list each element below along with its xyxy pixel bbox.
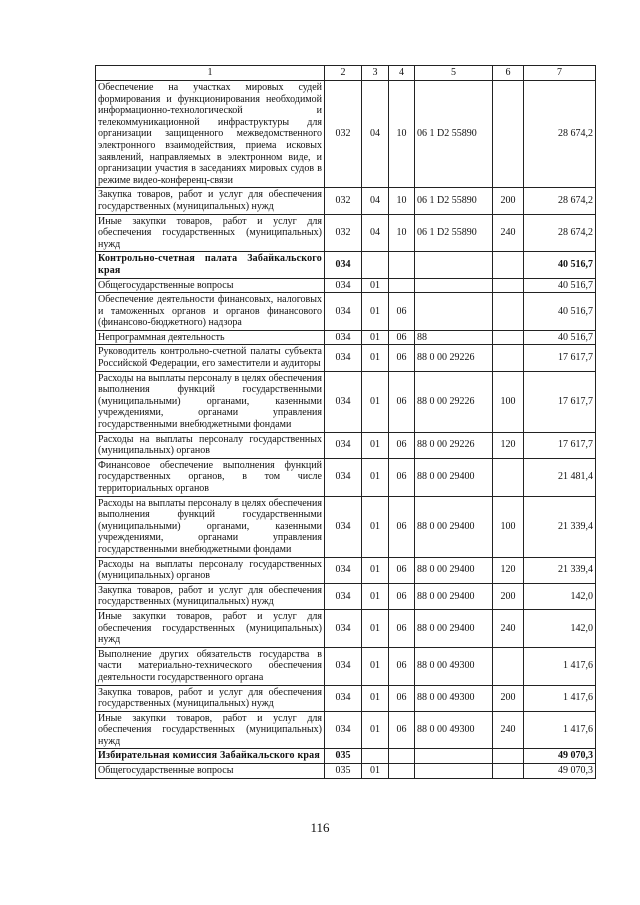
- column-number-4: 4: [389, 66, 415, 81]
- row-sum-cell: 28 674,2: [524, 81, 596, 188]
- row-grbs-cell: 034: [325, 685, 362, 711]
- row-grbs-cell: 035: [325, 764, 362, 779]
- table-row: [96, 330, 596, 345]
- row-name-cell: Расходы на выплаты персоналу в целях обеспечения выполнения функций государственными (муниципальными) органами, казенными учреждениями, органами управления государственными внебюджетными фондами: [96, 371, 325, 432]
- row-expense-type-cell: [493, 458, 524, 496]
- row-section-cell: 01: [362, 458, 389, 496]
- row-name-cell: Расходы на выплаты персоналу в целях обеспечения выполнения функций государственными (муниципальными) органами, казенными учреждениями, органами управления государственными внебюджетными фондами: [96, 496, 325, 557]
- row-grbs-cell: 034: [325, 496, 362, 557]
- row-expense-type-cell: [493, 647, 524, 685]
- row-sum-cell: 40 516,7: [524, 252, 596, 278]
- row-target-article-cell: 06 1 D2 55890: [415, 214, 493, 252]
- row-name-cell: Закупка товаров, работ и услуг для обеспечения государственных (муниципальных) нужд: [96, 583, 325, 609]
- row-subsection-cell: 06: [389, 293, 415, 331]
- row-section-cell: 01: [362, 711, 389, 749]
- row-name-cell: Выполнение других обязательств государства в части материально-технического обеспечения деятельности государственного органа: [96, 647, 325, 685]
- table-row: [96, 647, 596, 685]
- row-subsection-cell: 06: [389, 557, 415, 583]
- row-sum-cell: 49 070,3: [524, 764, 596, 779]
- row-grbs-cell: 034: [325, 345, 362, 371]
- row-section-cell: 04: [362, 81, 389, 188]
- row-target-article-cell: 88 0 00 49300: [415, 685, 493, 711]
- column-number-1: 1: [96, 66, 325, 81]
- table-row: [96, 293, 596, 331]
- row-subsection-cell: 10: [389, 81, 415, 188]
- row-name-cell: Контрольно-счетная палата Забайкальского края: [96, 252, 325, 278]
- column-number-7: 7: [524, 66, 596, 81]
- column-number-2: 2: [325, 66, 362, 81]
- row-sum-cell: 21 339,4: [524, 557, 596, 583]
- row-grbs-cell: 034: [325, 458, 362, 496]
- row-subsection-cell: [389, 764, 415, 779]
- row-expense-type-cell: 100: [493, 371, 524, 432]
- row-grbs-cell: 034: [325, 432, 362, 458]
- row-target-article-cell: 88 0 00 29226: [415, 345, 493, 371]
- row-subsection-cell: 10: [389, 188, 415, 214]
- row-expense-type-cell: 120: [493, 557, 524, 583]
- row-grbs-cell: 035: [325, 749, 362, 764]
- table-row: [96, 345, 596, 371]
- row-expense-type-cell: [493, 749, 524, 764]
- row-sum-cell: 21 481,4: [524, 458, 596, 496]
- table-row: [96, 458, 596, 496]
- row-expense-type-cell: [493, 252, 524, 278]
- row-sum-cell: 1 417,6: [524, 711, 596, 749]
- row-sum-cell: 49 070,3: [524, 749, 596, 764]
- row-sum-cell: 17 617,7: [524, 345, 596, 371]
- row-name-cell: Иные закупки товаров, работ и услуг для обеспечения государственных (муниципальных) нужд: [96, 711, 325, 749]
- row-expense-type-cell: 120: [493, 432, 524, 458]
- row-expense-type-cell: 240: [493, 711, 524, 749]
- table-row: [96, 496, 596, 557]
- row-sum-cell: 1 417,6: [524, 685, 596, 711]
- table-row: [96, 685, 596, 711]
- row-section-cell: 01: [362, 345, 389, 371]
- row-section-cell: 01: [362, 685, 389, 711]
- row-sum-cell: 17 617,7: [524, 371, 596, 432]
- row-target-article-cell: 88 0 00 29400: [415, 458, 493, 496]
- row-grbs-cell: 034: [325, 371, 362, 432]
- row-sum-cell: 142,0: [524, 609, 596, 647]
- row-subsection-cell: [389, 278, 415, 293]
- row-sum-cell: 40 516,7: [524, 330, 596, 345]
- row-subsection-cell: 06: [389, 345, 415, 371]
- row-name-cell: Закупка товаров, работ и услуг для обеспечения государственных (муниципальных) нужд: [96, 188, 325, 214]
- row-subsection-cell: 06: [389, 647, 415, 685]
- table-row: [96, 432, 596, 458]
- table-row: [96, 583, 596, 609]
- header-row: [96, 66, 596, 81]
- row-section-cell: 01: [362, 432, 389, 458]
- row-sum-cell: 17 617,7: [524, 432, 596, 458]
- row-target-article-cell: [415, 252, 493, 278]
- table-body: [96, 66, 596, 779]
- table-row: [96, 764, 596, 779]
- row-subsection-cell: 06: [389, 583, 415, 609]
- row-target-article-cell: [415, 749, 493, 764]
- row-subsection-cell: 06: [389, 458, 415, 496]
- row-subsection-cell: [389, 252, 415, 278]
- row-expense-type-cell: [493, 764, 524, 779]
- row-expense-type-cell: [493, 330, 524, 345]
- column-number-6: 6: [493, 66, 524, 81]
- row-name-cell: Иные закупки товаров, работ и услуг для обеспечения государственных (муниципальных) нужд: [96, 609, 325, 647]
- row-name-cell: Избирательная комиссия Забайкальского края: [96, 749, 325, 764]
- table-row: [96, 214, 596, 252]
- table-row: [96, 188, 596, 214]
- row-grbs-cell: 034: [325, 583, 362, 609]
- row-name-cell: Закупка товаров, работ и услуг для обеспечения государственных (муниципальных) нужд: [96, 685, 325, 711]
- row-name-cell: Иные закупки товаров, работ и услуг для обеспечения государственных (муниципальных) нужд: [96, 214, 325, 252]
- row-section-cell: 01: [362, 764, 389, 779]
- row-subsection-cell: 06: [389, 330, 415, 345]
- row-name-cell: Непрограммная деятельность: [96, 330, 325, 345]
- table-row: [96, 609, 596, 647]
- column-number-3: 3: [362, 66, 389, 81]
- row-target-article-cell: 88: [415, 330, 493, 345]
- row-expense-type-cell: 240: [493, 609, 524, 647]
- row-target-article-cell: 88 0 00 29400: [415, 557, 493, 583]
- row-section-cell: 01: [362, 371, 389, 432]
- row-target-article-cell: 88 0 00 29226: [415, 371, 493, 432]
- row-grbs-cell: 034: [325, 293, 362, 331]
- table-row-section-total: [96, 252, 596, 278]
- row-grbs-cell: 034: [325, 647, 362, 685]
- row-sum-cell: 28 674,2: [524, 188, 596, 214]
- column-number-5: 5: [415, 66, 493, 81]
- row-grbs-cell: 034: [325, 278, 362, 293]
- row-section-cell: [362, 749, 389, 764]
- row-section-cell: 01: [362, 647, 389, 685]
- row-expense-type-cell: [493, 278, 524, 293]
- row-expense-type-cell: [493, 293, 524, 331]
- row-subsection-cell: [389, 749, 415, 764]
- row-sum-cell: 28 674,2: [524, 214, 596, 252]
- row-subsection-cell: 06: [389, 432, 415, 458]
- row-grbs-cell: 034: [325, 711, 362, 749]
- row-name-cell: Руководитель контрольно-счетной палаты субъекта Российской Федерации, его заместители и аудиторы: [96, 345, 325, 371]
- row-target-article-cell: 88 0 00 49300: [415, 711, 493, 749]
- row-subsection-cell: 06: [389, 496, 415, 557]
- table-row: [96, 278, 596, 293]
- budget-table: [95, 65, 596, 779]
- row-expense-type-cell: 240: [493, 214, 524, 252]
- table-row: [96, 557, 596, 583]
- table-row: [96, 371, 596, 432]
- row-target-article-cell: 88 0 00 29400: [415, 609, 493, 647]
- row-name-cell: Обеспечение на участках мировых судей формирования и функционирования необходимой информационно-технологической и телекоммуникационной инфраструктуры для организации защищенного межведомственного электронного взаимодействия, приема исковых заявлений, направляемых в электронном виде, и организации участия в заседаниях мировых судов в режиме видео-конференц-связи: [96, 81, 325, 188]
- row-target-article-cell: [415, 293, 493, 331]
- row-target-article-cell: 88 0 00 29400: [415, 583, 493, 609]
- row-section-cell: 04: [362, 214, 389, 252]
- page-number: 116: [310, 820, 330, 835]
- row-grbs-cell: 034: [325, 557, 362, 583]
- row-sum-cell: 1 417,6: [524, 647, 596, 685]
- row-subsection-cell: 06: [389, 685, 415, 711]
- row-section-cell: 01: [362, 609, 389, 647]
- row-subsection-cell: 06: [389, 371, 415, 432]
- row-subsection-cell: 06: [389, 711, 415, 749]
- row-sum-cell: 40 516,7: [524, 278, 596, 293]
- row-target-article-cell: [415, 764, 493, 779]
- row-subsection-cell: 06: [389, 609, 415, 647]
- row-name-cell: Общегосударственные вопросы: [96, 278, 325, 293]
- row-name-cell: Финансовое обеспечение выполнения функций государственных органов, в том числе территориальных органов: [96, 458, 325, 496]
- row-expense-type-cell: [493, 345, 524, 371]
- row-section-cell: 01: [362, 278, 389, 293]
- row-grbs-cell: 034: [325, 252, 362, 278]
- row-section-cell: 01: [362, 496, 389, 557]
- row-section-cell: 01: [362, 293, 389, 331]
- table-row: [96, 711, 596, 749]
- row-section-cell: 04: [362, 188, 389, 214]
- row-grbs-cell: 032: [325, 214, 362, 252]
- row-grbs-cell: 034: [325, 609, 362, 647]
- row-section-cell: 01: [362, 557, 389, 583]
- row-section-cell: 01: [362, 330, 389, 345]
- row-target-article-cell: 88 0 00 29226: [415, 432, 493, 458]
- row-grbs-cell: 034: [325, 330, 362, 345]
- row-grbs-cell: 032: [325, 81, 362, 188]
- row-name-cell: Расходы на выплаты персоналу государственных (муниципальных) органов: [96, 557, 325, 583]
- row-target-article-cell: [415, 278, 493, 293]
- row-subsection-cell: 10: [389, 214, 415, 252]
- row-expense-type-cell: [493, 81, 524, 188]
- table-row-section-total: [96, 749, 596, 764]
- row-target-article-cell: 06 1 D2 55890: [415, 81, 493, 188]
- row-expense-type-cell: 100: [493, 496, 524, 557]
- row-target-article-cell: 88 0 00 29400: [415, 496, 493, 557]
- row-grbs-cell: 032: [325, 188, 362, 214]
- row-expense-type-cell: 200: [493, 583, 524, 609]
- row-sum-cell: 21 339,4: [524, 496, 596, 557]
- table-row: [96, 81, 596, 188]
- row-name-cell: Расходы на выплаты персоналу государственных (муниципальных) органов: [96, 432, 325, 458]
- row-expense-type-cell: 200: [493, 188, 524, 214]
- row-sum-cell: 142,0: [524, 583, 596, 609]
- row-name-cell: Общегосударственные вопросы: [96, 764, 325, 779]
- row-section-cell: [362, 252, 389, 278]
- row-name-cell: Обеспечение деятельности финансовых, налоговых и таможенных органов и органов финансового (финансово-бюджетного) надзора: [96, 293, 325, 331]
- row-expense-type-cell: 200: [493, 685, 524, 711]
- row-sum-cell: 40 516,7: [524, 293, 596, 331]
- row-section-cell: 01: [362, 583, 389, 609]
- row-target-article-cell: 06 1 D2 55890: [415, 188, 493, 214]
- row-target-article-cell: 88 0 00 49300: [415, 647, 493, 685]
